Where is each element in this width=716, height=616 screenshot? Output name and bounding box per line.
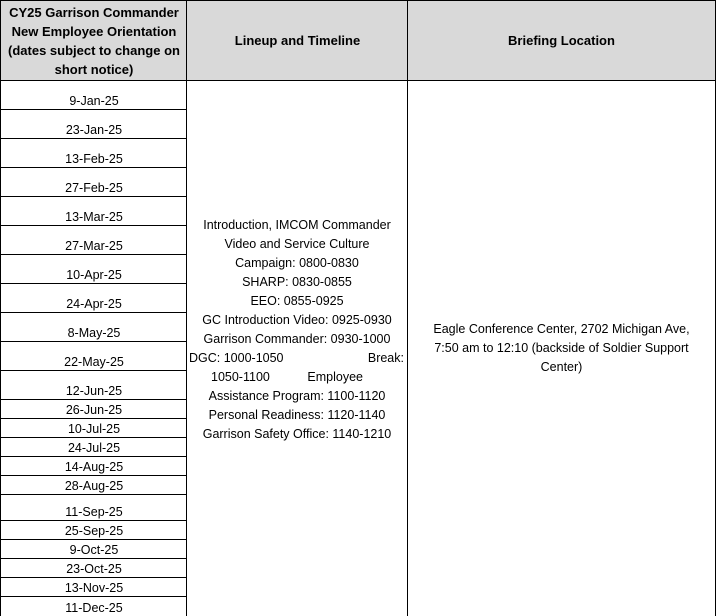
briefing-column (407, 80, 716, 616)
date-text: 23-Jan-25 (65, 123, 123, 137)
date-cell (1, 457, 187, 476)
lineup-line: Video and Service Culture (224, 237, 370, 251)
date-cell (1, 400, 187, 419)
date-text: 22-May-25 (64, 355, 124, 369)
lineup-line: SHARP: 0830-0855 (242, 275, 352, 289)
date-cell (1, 80, 187, 110)
date-text: 27-Mar-25 (65, 239, 123, 253)
lineup-column (186, 80, 408, 616)
date-cell (1, 559, 187, 578)
date-cell (1, 226, 187, 255)
date-text: 23-Oct-25 (66, 562, 122, 576)
date-text: 24-Apr-25 (66, 297, 122, 311)
header-briefing: Briefing Location (407, 0, 716, 81)
date-cell (1, 495, 187, 521)
date-cell (1, 284, 187, 313)
briefing-line: Eagle Conference Center, 2702 Michigan Ave, (433, 322, 690, 336)
lineup-line: Garrison Safety Office: 1140-1210 (202, 427, 392, 441)
date-cell (1, 521, 187, 540)
date-text: 10-Apr-25 (66, 268, 122, 282)
date-text: 10-Jul-25 (67, 422, 121, 436)
lineup-dgc: DGC: 1000-1050 (189, 351, 284, 365)
date-text: 28-Aug-25 (64, 479, 124, 493)
briefing-text (408, 320, 715, 377)
date-cell (1, 540, 187, 559)
lineup-break: Break: (367, 351, 404, 365)
lineup-line: Campaign: 0800-0830 (235, 256, 359, 270)
dates-column (0, 80, 187, 616)
date-text: 26-Jun-25 (65, 403, 123, 417)
lineup-line: Personal Readiness: 1120-1140 (208, 408, 386, 422)
date-cell (1, 476, 187, 495)
date-text: 11-Dec-25 (65, 601, 123, 615)
header-dates-line: CY25 Garrison Commander (9, 4, 179, 20)
lineup-line: Garrison Commander: 0930-1000 (203, 332, 391, 346)
date-cell (1, 255, 187, 284)
header-dates-line: short notice) (54, 61, 134, 77)
lineup-employee: Employee (307, 370, 363, 384)
date-cell (1, 597, 187, 616)
header-dates (0, 0, 187, 81)
date-text: 9-Jan-25 (69, 94, 119, 108)
date-cell (1, 110, 187, 139)
date-cell (1, 578, 187, 597)
date-text: 11-Sep-25 (65, 505, 123, 519)
date-text: 13-Feb-25 (65, 152, 123, 166)
lineup-line: Introduction, IMCOM Commander (203, 218, 391, 232)
header-lineup: Lineup and Timeline (186, 0, 408, 81)
date-text: 24-Jul-25 (67, 441, 121, 455)
lineup-line (187, 368, 407, 387)
header-dates-line: (dates subject to change on (8, 42, 180, 58)
briefing-line: 7:50 am to 12:10 (backside of Soldier Support (434, 341, 689, 355)
date-cell (1, 438, 187, 457)
date-text: 25-Sep-25 (64, 524, 124, 538)
date-cell (1, 419, 187, 438)
date-text: 13-Mar-25 (65, 210, 123, 224)
header-dates-line: New Employee Orientation (11, 23, 177, 39)
date-cell (1, 342, 187, 371)
date-cell (1, 168, 187, 197)
lineup-line (187, 349, 407, 368)
date-text: 14-Aug-25 (64, 460, 124, 474)
date-text: 27-Feb-25 (65, 181, 123, 195)
lineup-line: GC Introduction Video: 0925-0930 (202, 313, 392, 327)
date-cell (1, 371, 187, 400)
date-text: 13-Nov-25 (64, 581, 124, 595)
date-text: 8-May-25 (67, 326, 121, 340)
lineup-line: Assistance Program: 1100-1120 (208, 389, 386, 403)
date-text: 9-Oct-25 (69, 543, 119, 557)
date-text: 12-Jun-25 (65, 384, 123, 398)
date-cell (1, 197, 187, 226)
date-cell (1, 313, 187, 342)
briefing-line: Center) (540, 360, 583, 374)
lineup-line: EEO: 0855-0925 (250, 294, 344, 308)
lineup-text (187, 216, 407, 444)
date-cell (1, 139, 187, 168)
lineup-break-time: 1050-1100 (211, 370, 270, 384)
